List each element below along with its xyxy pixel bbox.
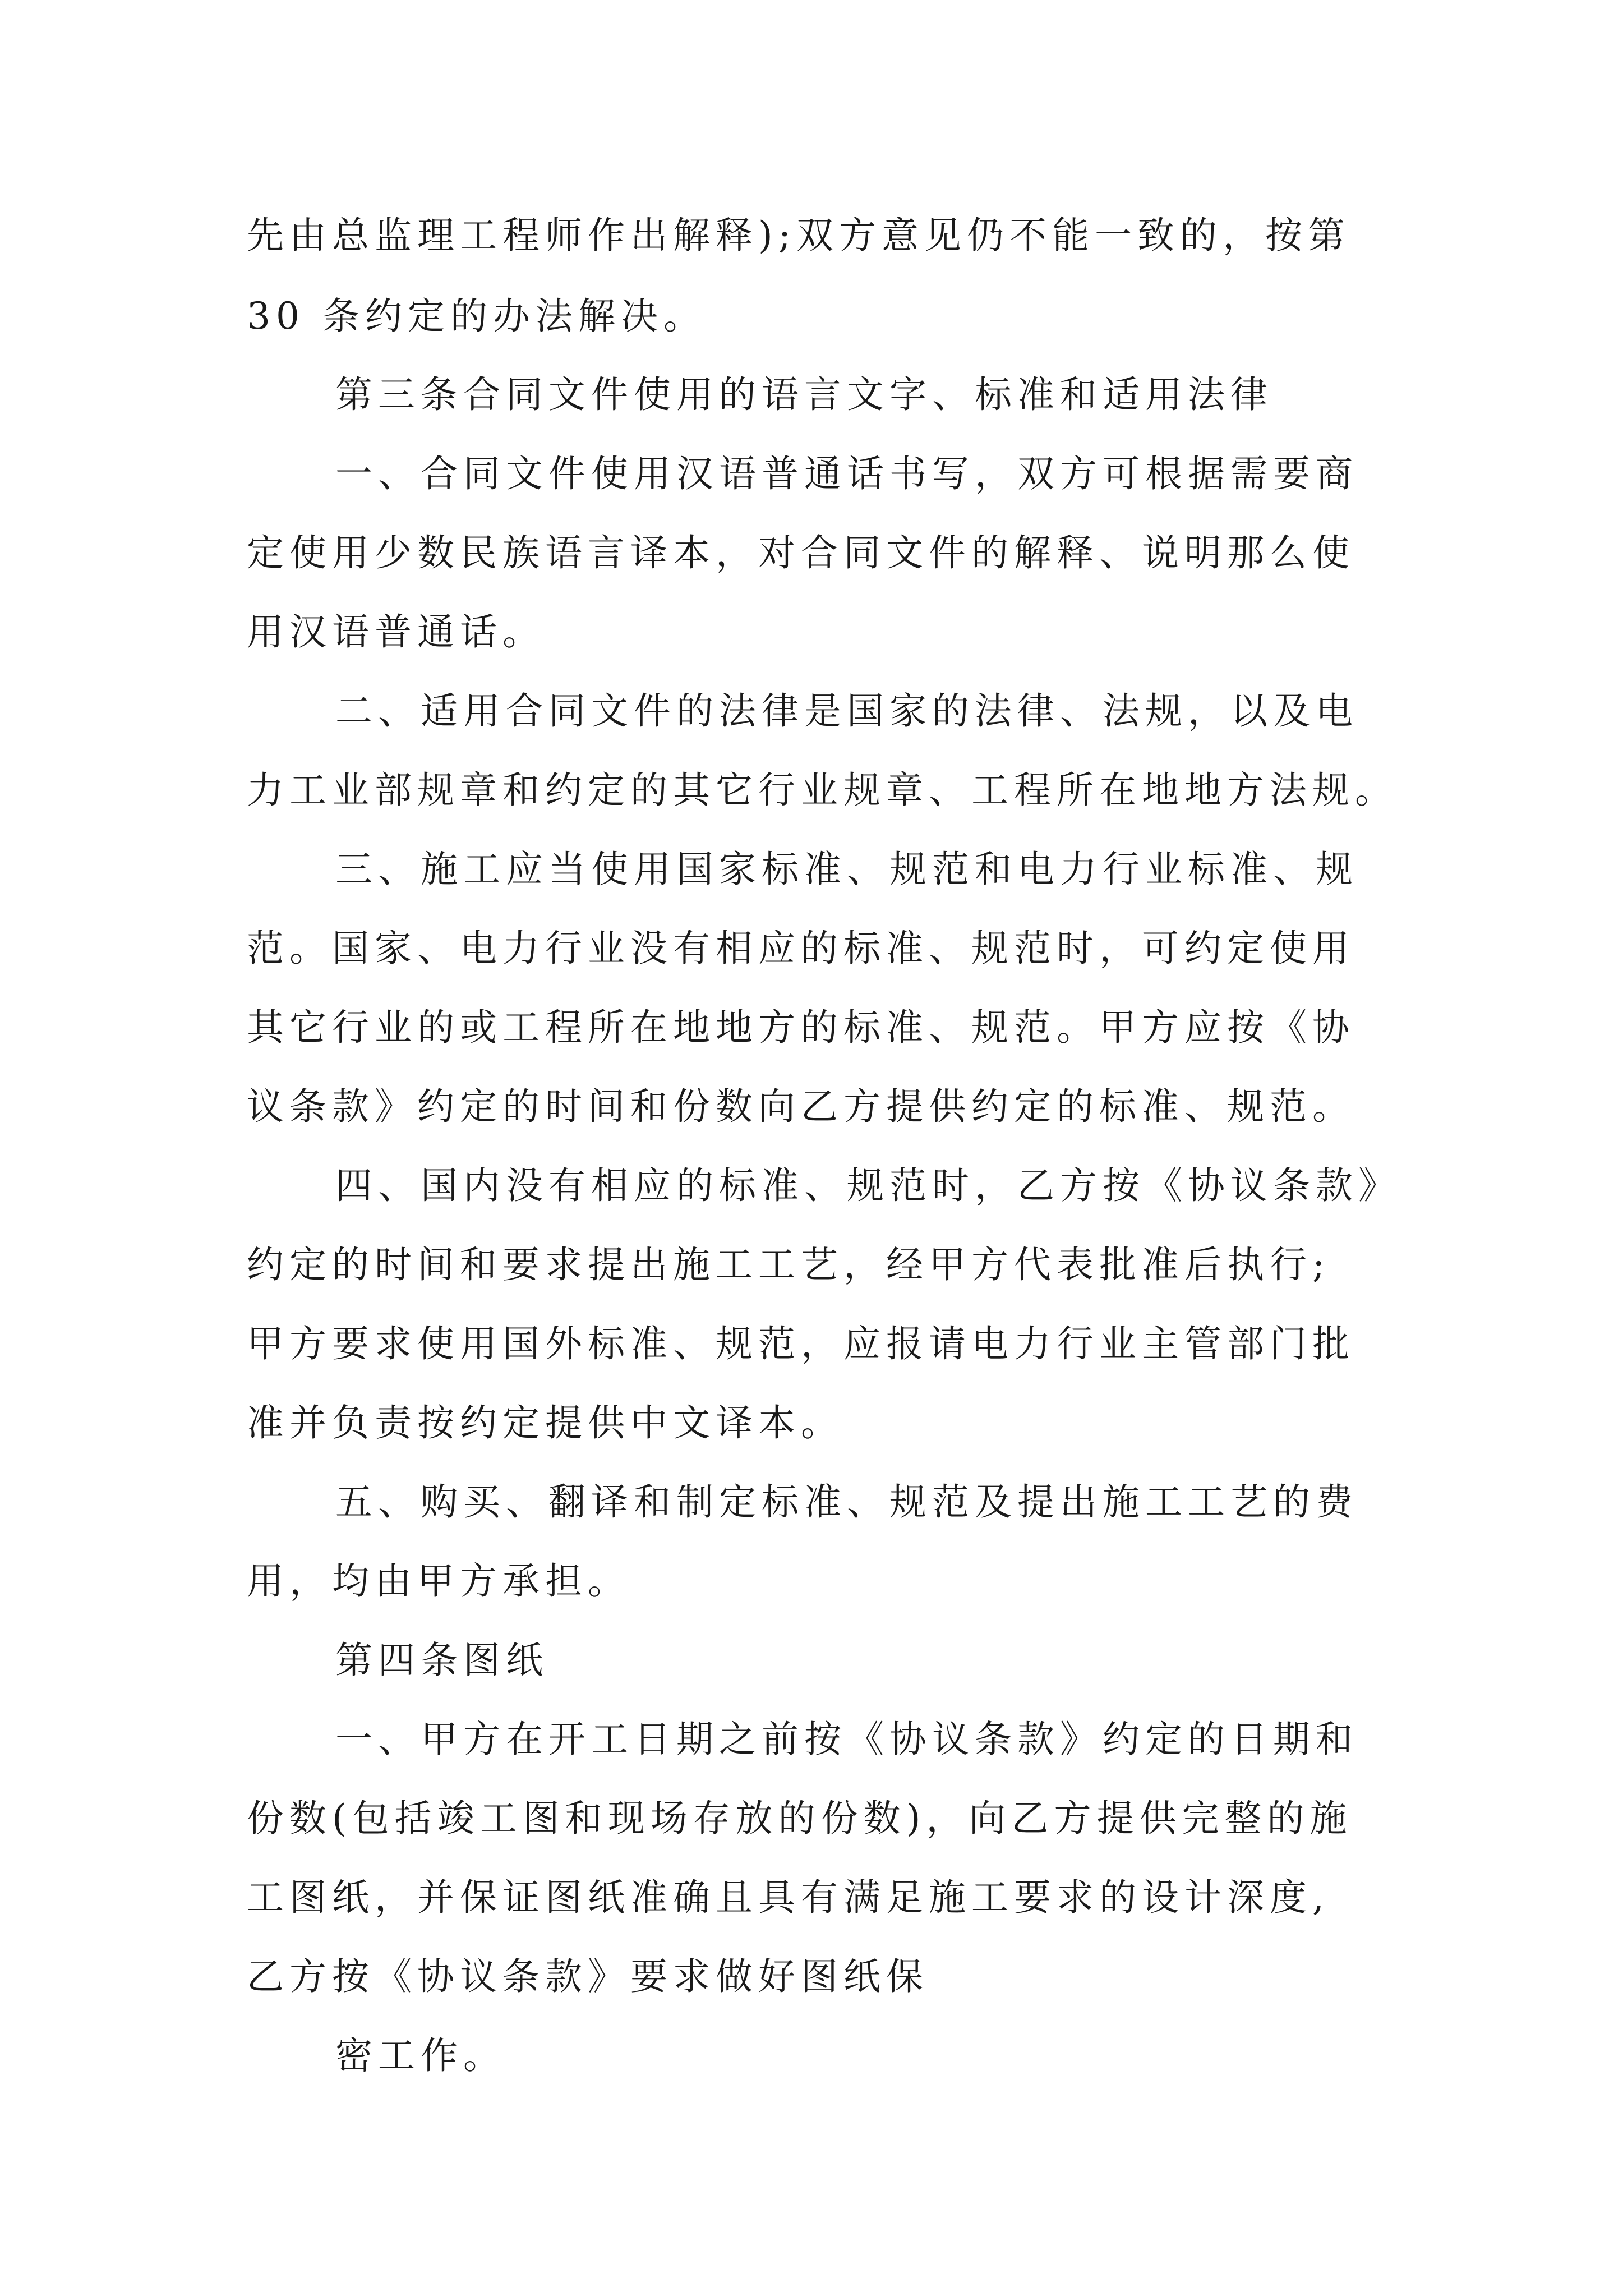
text-line: 约定的时间和要求提出施工工艺，经甲方代表批准后执行; [247,1243,1331,1286]
text-line: 三、施工应当使用国家标准、规范和电力行业标准、规 [335,848,1358,891]
text-line: 定使用少数民族语言译本，对合同文件的解释、说明那么使 [247,531,1355,574]
text-line: 其它行业的或工程所在地地方的标准、规范。甲方应按《协 [247,1006,1355,1049]
text-line: 份数(包括竣工图和现场存放的份数)，向乙方提供完整的施 [247,1797,1353,1840]
text-line: 五、购买、翻译和制定标准、规范及提出施工工艺的费 [335,1480,1358,1524]
text-line: 密工作。 [335,2034,506,2077]
section-heading: 第三条合同文件使用的语言文字、标准和适用法律 [335,373,1273,416]
text-line: 二、适用合同文件的法律是国家的法律、法规，以及电 [335,689,1358,733]
text-line: 准并负责按约定提供中文译本。 [247,1401,843,1444]
text-line: 议条款》约定的时间和份数向乙方提供约定的标准、规范。 [247,1085,1355,1128]
text-line: 用汉语普通话。 [247,610,545,654]
text-line: 力工业部规章和约定的其它行业规章、工程所在地地方法规。 [247,769,1398,812]
text-line: 一、甲方在开工日期之前按《协议条款》约定的日期和 [335,1718,1358,1761]
text-line: 先由总监理工程师作出解释);双方意见仍不能一致的，按第 [247,214,1350,257]
text-line: 甲方要求使用国外标准、规范，应报请电力行业主管部门批 [247,1322,1355,1365]
text-line: 用，均由甲方承担。 [247,1559,630,1603]
text-line: 30 条约定的办法解决。 [247,295,706,338]
text-line: 一、合同文件使用汉语普通话书写，双方可根据需要商 [335,452,1358,495]
text-line: 四、国内没有相应的标准、规范时，乙方按《协议条款》 [335,1164,1401,1207]
text-line: 乙方按《协议条款》要求做好图纸保 [247,1955,929,1998]
section-heading: 第四条图纸 [335,1639,548,1682]
text-line: 范。国家、电力行业没有相应的标准、规范时，可约定使用 [247,927,1355,970]
text-line: 工图纸，并保证图纸准确且具有满足施工要求的设计深度, [247,1876,1330,1919]
